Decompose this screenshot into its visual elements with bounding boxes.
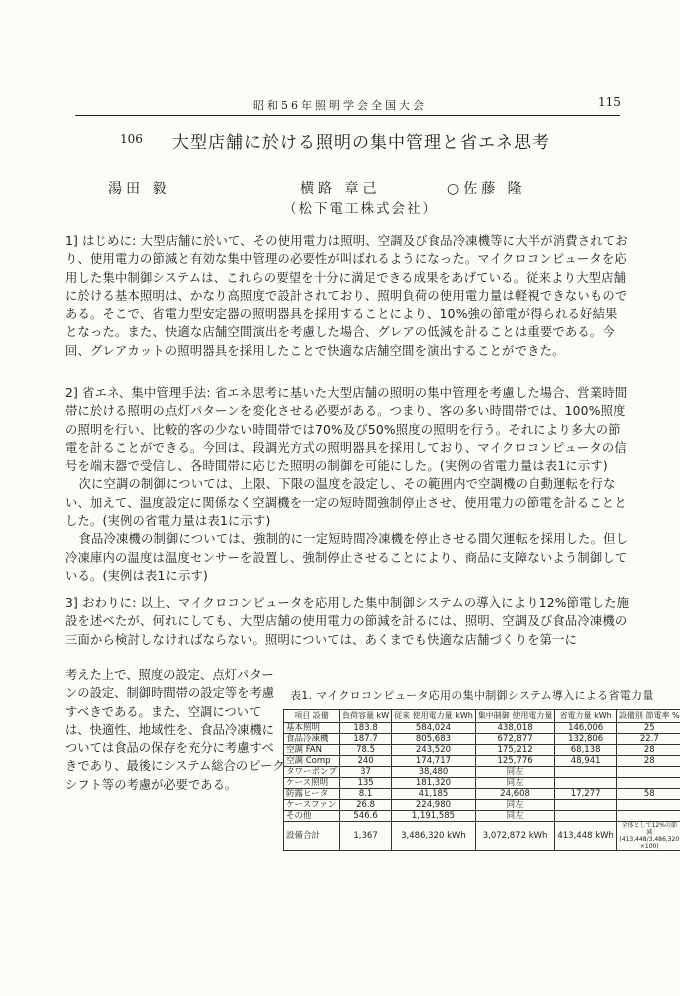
table-cell: 132,806 <box>555 734 617 745</box>
table-row <box>284 811 680 822</box>
table-cell: 26.8 <box>340 800 392 811</box>
table-cell: 181,320 <box>392 778 476 789</box>
table-cell <box>616 778 680 789</box>
table-cell: 187.7 <box>340 734 392 745</box>
table-cell: 37 <box>340 767 392 778</box>
table-cell <box>555 800 617 811</box>
section-introduction <box>65 232 630 360</box>
table-cell <box>555 767 617 778</box>
table-cell: 48,941 <box>555 756 617 767</box>
table-cell: 空調 FAN <box>284 745 340 756</box>
column-header: 負荷容量 kW <box>340 710 392 723</box>
table-row <box>284 789 680 800</box>
author-2: 横路 章己 <box>300 181 381 197</box>
table-cell: ケース照明 <box>284 778 340 789</box>
table-cell: 基本照明 <box>284 723 340 734</box>
author-1: 湯田 毅 <box>108 181 171 197</box>
table-cell: 28 <box>616 745 680 756</box>
table-cell: 240 <box>340 756 392 767</box>
table-cell: 17,277 <box>555 789 617 800</box>
table-cell: 68,138 <box>555 745 617 756</box>
author-3: ○佐藤 隆 <box>447 181 526 197</box>
paragraph: 考えた上で、照度の設定、点灯パターンの設定、制御時間帯の設定等を考慮すべきである。また、空調については、快適性、地域性を、食品冷凍機については食品の保存を充分に考慮すべきであり、最後にシステム総合のピークシフト等の考慮が必要である。 <box>65 668 285 792</box>
conference-name: 昭和56年照明学会全国大会 <box>253 99 427 112</box>
table-cell: 全体として12%の節減 (413,448/3,486,320 ×100) <box>616 822 680 851</box>
paragraph: 1] はじめに: 大型店舗に於いて、その使用電力は照明、空調及び食品冷凍機等に大半が消費されており、使用電力の節減と有効な集中管理の必要性が叫ばれるようになった。マイクロコンピュータを応用した集中制御システムは、これらの要望を十分に満足できる成果をあげている。従来より大型店舗に於ける基本照明は、かなり高照度で設計されており、照明負荷の使用電力量は軽視できないものである。そこで、省電力型安定器の照明器具を採用することにより、10%強の節電が得られる好結果となった。また、快適な店舗空間演出を考慮した場合、グレアの低減を計ることは重要である。今回、グレアカットの照明器具を採用したことで快適な店舗空間を演出することができた。 <box>65 234 628 358</box>
table-cell: ケースファン <box>284 800 340 811</box>
table-cell: その他 <box>284 811 340 822</box>
table-row <box>284 734 680 745</box>
table-row <box>284 756 680 767</box>
paragraph: 次に空調の制御については、上限、下限の温度を設定し、その範囲内で空調機の自動運転を行ない、加えて、温度設定に関係なく空調機を一定の短時間強制停止させ、使用電力の節電を計ることとした。(実例の省電力量は表1に示す) <box>65 477 627 529</box>
table-cell: 同左 <box>475 800 555 811</box>
table-cell: 24,608 <box>475 789 555 800</box>
table-cell: 41,185 <box>392 789 476 800</box>
table-cell: 584,024 <box>392 723 476 734</box>
table-cell: 224,980 <box>392 800 476 811</box>
table-cell: 174,717 <box>392 756 476 767</box>
column-header: 設備別 節電率 % <box>616 710 680 723</box>
savings-table <box>283 709 680 851</box>
table-row <box>284 778 680 789</box>
table-cell: 防露ヒータ <box>284 789 340 800</box>
table-cell: 同左 <box>475 811 555 822</box>
table-header-row <box>284 710 680 723</box>
table-cell: 設備合計 <box>284 822 340 851</box>
table-cell: 135 <box>340 778 392 789</box>
table-cell: 22.7 <box>616 734 680 745</box>
table-caption: 表1. マイクロコンピュータ応用の集中制御システム導入による省電力量 <box>290 689 654 702</box>
column-header: 集中制御 使用電力量 <box>475 710 555 723</box>
paragraph: 食品冷凍機の制御については、強制的に一定短時間冷凍機を停止させる間欠運転を採用した。但し冷凍庫内の温度は温度センサーを設置し、強制停止させることにより、商品に支障ないよう制御している。(実例は表1に示す) <box>65 532 629 583</box>
table-cell <box>555 778 617 789</box>
table-cell: 413,448 kWh <box>555 822 617 851</box>
table-row <box>284 800 680 811</box>
table-cell <box>616 767 680 778</box>
table-cell: 28 <box>616 756 680 767</box>
table-cell: 146,006 <box>555 723 617 734</box>
table-cell: タワーポンプ <box>284 767 340 778</box>
table-cell: 空調 Comp <box>284 756 340 767</box>
table-cell: 同左 <box>475 778 555 789</box>
table-cell: 438,018 <box>475 723 555 734</box>
page-number: 115 <box>598 95 621 109</box>
section-conclusion <box>65 594 630 649</box>
table-cell: 243,520 <box>392 745 476 756</box>
page-header <box>0 95 680 117</box>
column-header: 従来 使用電力量 kWh <box>392 710 476 723</box>
table-cell: 672,877 <box>475 734 555 745</box>
affiliation: （松下電工株式会社） <box>283 201 438 217</box>
table-cell <box>616 811 680 822</box>
table-cell: 805,683 <box>392 734 476 745</box>
table-cell: 1,191,585 <box>392 811 476 822</box>
paragraph: 3] おわりに: 以上、マイクロコンピュータを応用した集中制御システムの導入により12%節電した施設を述べたが、何れにしても、大型店舗の使用電力の節減を計るには、照明、空調及び食品冷凍機の三面から検討しなければならない。照明については、あくまでも快適な店舗づくりを第一に <box>65 596 630 647</box>
table-cell: 食品冷凍機 <box>284 734 340 745</box>
table-cell: 78.5 <box>340 745 392 756</box>
table-cell: 3,486,320 kWh <box>392 822 476 851</box>
table-cell: 3,072,872 kWh <box>475 822 555 851</box>
table-total-row <box>284 822 680 851</box>
table-cell <box>616 800 680 811</box>
paper-title: 大型店舗に於ける照明の集中管理と省エネ思考 <box>172 133 550 153</box>
column-header: 項目 設備 <box>284 710 340 723</box>
table-cell: 25 <box>616 723 680 734</box>
table-cell: 38,480 <box>392 767 476 778</box>
table-row <box>284 723 680 734</box>
table-cell: 1,367 <box>340 822 392 851</box>
table-cell: 125,776 <box>475 756 555 767</box>
table-row <box>284 745 680 756</box>
table-cell <box>555 811 617 822</box>
table-cell: 175,212 <box>475 745 555 756</box>
table-cell: 183.8 <box>340 723 392 734</box>
table-cell: 58 <box>616 789 680 800</box>
header-rule <box>75 115 620 116</box>
table-cell: 546.6 <box>340 811 392 822</box>
section-method <box>65 384 630 585</box>
table-cell: 同左 <box>475 767 555 778</box>
table-cell: 8.1 <box>340 789 392 800</box>
paragraph: 2] 省エネ、集中管理手法: 省エネ思考に基いた大型店舗の照明の集中管理を考慮した場合、営業時間帯に於ける照明の点灯パターンを変化させる必要がある。つまり、客の多い時間帯では、100%照度の照明を行い、比較的客の少ない時間帯では70%及び50%照度の照明を行う。それにより多大の節電を計ることができる。今回は、段調光方式の照明器具を採用しており、マイクロコンピュータの信号を端末器で受信し、各時間帯に応じた照明の制御を可能にした。(実例の省電力量は表1に示す) <box>65 386 628 474</box>
paper-number: 106 <box>120 132 143 146</box>
table-row <box>284 767 680 778</box>
column-header: 省電力量 kWh <box>555 710 617 723</box>
section-conclusion-continued <box>65 666 285 794</box>
